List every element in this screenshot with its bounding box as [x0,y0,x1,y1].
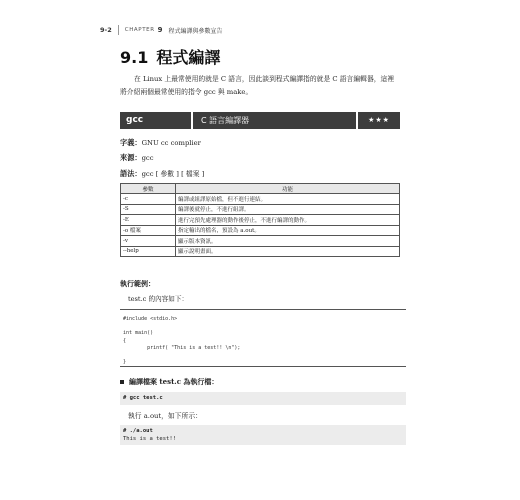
function-cell: 編譯或組譯原始檔，但不進行連結。 [176,194,400,205]
function-cell: 顯示說明畫面。 [176,246,400,257]
command-description: C 語言編譯器 [193,112,356,129]
meaning-line [120,138,201,148]
code-text: #include <stdio.h> int main() { printf( "This is a test!! \n"); } [123,316,241,366]
function-cell: 指定輸出的檔名，預設為 a.out。 [176,225,400,236]
run-console [120,425,406,445]
example-label: 執行範例： [120,279,155,288]
function-cell: 進行完預先處理器的動作後停止，不進行編譯的動作。 [176,215,400,226]
source-value: gcc [141,154,154,162]
syntax-line [120,168,204,179]
table-row [121,246,400,257]
intro-paragraph: 在 Linux 上最常使用的就是 C 語言，因此談到程式編譯指的就是 C 語言編輯器，這裡將介紹兩個最常使用的指令 gcc 與 make。 [120,75,395,96]
param-cell: -o 檔案 [121,225,176,236]
function-cell: 顯示版本資訊。 [176,236,400,247]
function-cell: 編譯後就停止，不進行組譯。 [176,204,400,215]
header-divider [118,25,119,35]
table-row [121,204,400,215]
running-header [100,24,420,36]
param-cell: --help [121,246,176,257]
section-heading [120,45,220,68]
bullet-square-icon [120,380,124,384]
parameter-table [120,183,400,257]
table-row [121,215,400,226]
table-row [121,194,400,205]
code-listing [120,309,406,367]
page-number: 9-2 [100,26,112,34]
syntax-value: gcc [ 參數 ] [ 檔案 ] [141,170,205,178]
table-row [121,236,400,247]
table-header-function: 功能 [176,184,400,194]
param-cell: -S [121,204,176,215]
chapter-title: 程式編譯與參數宣告 [168,27,223,35]
command-banner [120,112,400,129]
source-line [120,153,154,163]
meaning-value: GNU cc complier [141,139,201,147]
compile-step [120,377,218,387]
table-row [121,225,400,236]
syntax-label: 語法： [120,169,142,178]
command-name: gcc [120,112,191,129]
chapter-word: CHAPTER [124,27,155,33]
run-intro: 執行 a.out，如下所示： [128,412,202,420]
chapter-number: 9 [157,26,163,34]
param-cell: -v [121,236,176,247]
param-cell: -E [121,215,176,226]
section-title: 程式編譯 [156,48,221,67]
source-label: 來源： [120,153,142,162]
difficulty-rating: ★★★ [358,112,400,129]
compile-command: # gcc test.c [120,392,406,405]
meaning-label: 字義： [120,138,142,147]
table-header-param: 參數 [121,184,176,194]
run-output: This is a test!! [123,436,176,442]
run-command: # ./a.out [123,428,153,434]
compile-step-text: 編譯檔案 test.c 為執行檔： [129,377,219,386]
section-number: 9.1 [120,48,149,67]
code-intro: test.c 的內容如下： [128,295,189,303]
param-cell: -c [121,194,176,205]
